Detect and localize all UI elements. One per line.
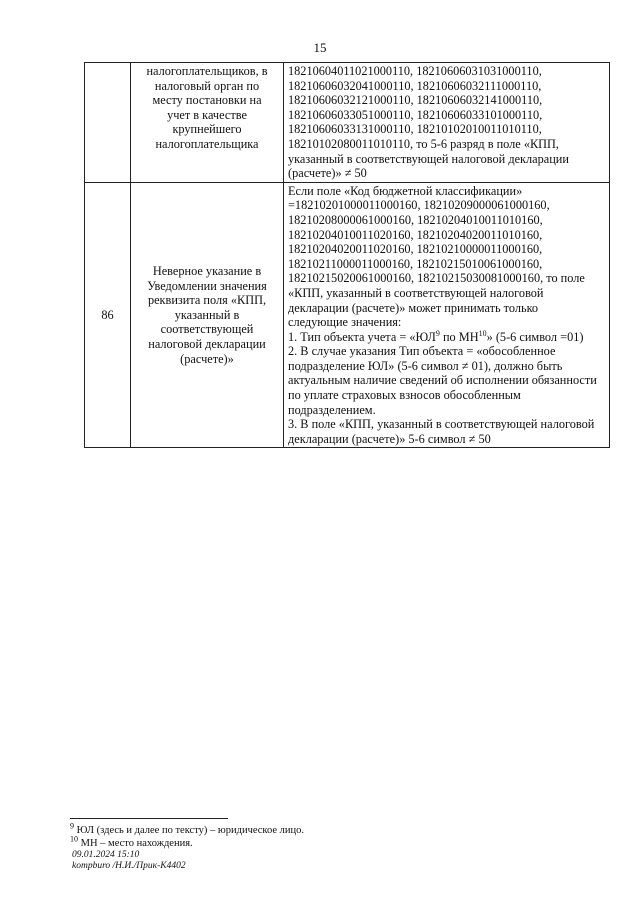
item1-text-mid: по МН [439,329,479,344]
footnote-mark: 9 [70,821,74,831]
table-row [85,182,610,448]
condition-line: следующие значения: [288,315,402,330]
condition-line: «КПП, указанный в соответствующей налоговой [288,285,544,300]
condition-cell [284,63,610,183]
condition-line: Если поле «Код бюджетной классификации» [288,183,523,198]
condition-item-2-line: актуальным наличие сведений об исполнении обязанности [288,373,597,388]
condition-line: 18210211000011000160, 18210215010061000160, [288,256,543,271]
condition-line: 18210606033131000110, 18210102010011010110, [288,122,542,137]
stamp-author: kompburo /Н.И./Прик-К4402 [72,861,186,871]
condition-line: (расчете)» ≠ 50 [288,166,367,181]
condition-line: 18210215020061000160, 18210215030081000160, то поле [288,271,585,286]
condition-cell [284,182,610,448]
condition-line: 18210204020011020160, 18210210000011000160, [288,242,543,257]
description-line: указанный в [174,307,240,322]
footnote-ref-10: 10 [478,328,487,338]
page-number: 15 [313,40,327,55]
condition-line: 18210606033051000110, 18210606033101000110, [288,107,543,122]
requirements-table [84,62,610,448]
condition-item-1 [288,330,605,345]
row-number-cell [85,63,131,183]
condition-item-2-line: по уплате страховых взносов обособленным [288,388,521,403]
description-line: налогоплательщика [155,136,259,151]
stamp-datetime: 09.01.2024 15:10 [72,850,140,860]
condition-item-3-line: 3. В поле «КПП, указанный в соответствующей налоговой [288,417,595,432]
condition-item-2-line: подразделением. [288,402,376,417]
condition-line: 18210102080011010110, то 5-6 разряд в поле «КПП, [288,136,560,151]
item1-text-before: 1. Тип объекта учета = «ЮЛ [288,329,436,344]
footnote-9 [70,821,305,837]
condition-item-2-line: 2. В случае указания Тип объекта = «обособленное [288,344,556,359]
description-line: (расчете)» [180,351,234,366]
description-line: крупнейшего [172,122,242,137]
description-line: Уведомлении значения [147,278,267,293]
description-cell [131,63,284,183]
description-line: реквизита поля «КПП, [147,293,267,308]
condition-item-2-line: подразделение ЮЛ» (5-6 символ ≠ 01), должно быть [288,358,563,373]
description-line: месту постановки на [152,93,262,108]
condition-line: 18210604011021000110, 18210606031031000110, [288,64,542,78]
footnotes [70,821,305,850]
condition-line: 18210606032041000110, 18210606032111000110, [288,78,542,93]
print-stamp [72,850,186,872]
condition-line: 18210208000061000160, 18210204010011010160, [288,212,543,227]
description-cell [131,182,284,448]
description-line: налоговый орган по [154,78,260,93]
footnote-separator [70,818,228,819]
description-line: Неверное указание в [152,264,262,279]
description-line: налогоплательщиков, в [146,64,268,78]
footnote-ref-9: 9 [435,328,440,338]
description-line: соответствующей [160,322,254,337]
condition-line: =18210201000011000160, 18210209000061000160, [288,198,550,213]
row-number-cell: 86 [85,182,131,448]
footnote-text: МН – место нахождения. [78,838,193,849]
table-row [85,63,610,183]
condition-line: 18210606032121000110, 18210606032141000110, [288,93,543,108]
footnote-mark: 10 [70,834,78,844]
item1-text-after: » (5-6 символ =01) [486,329,584,344]
footnote-text: ЮЛ (здесь и далее по тексту) – юридическое лицо. [74,825,305,836]
footnote-10 [70,834,304,850]
condition-line: 18210204010011020160, 18210204020011010160, [288,227,543,242]
description-line: налоговой декларации [148,336,266,351]
condition-line: указанный в соответствующей налоговой декларации [288,151,569,166]
condition-line: декларации (расчете)» может принимать только [288,300,539,315]
condition-item-3-line: декларации (расчете)» 5-6 символ ≠ 50 [288,431,491,446]
description-line: учет в качестве [167,107,247,122]
